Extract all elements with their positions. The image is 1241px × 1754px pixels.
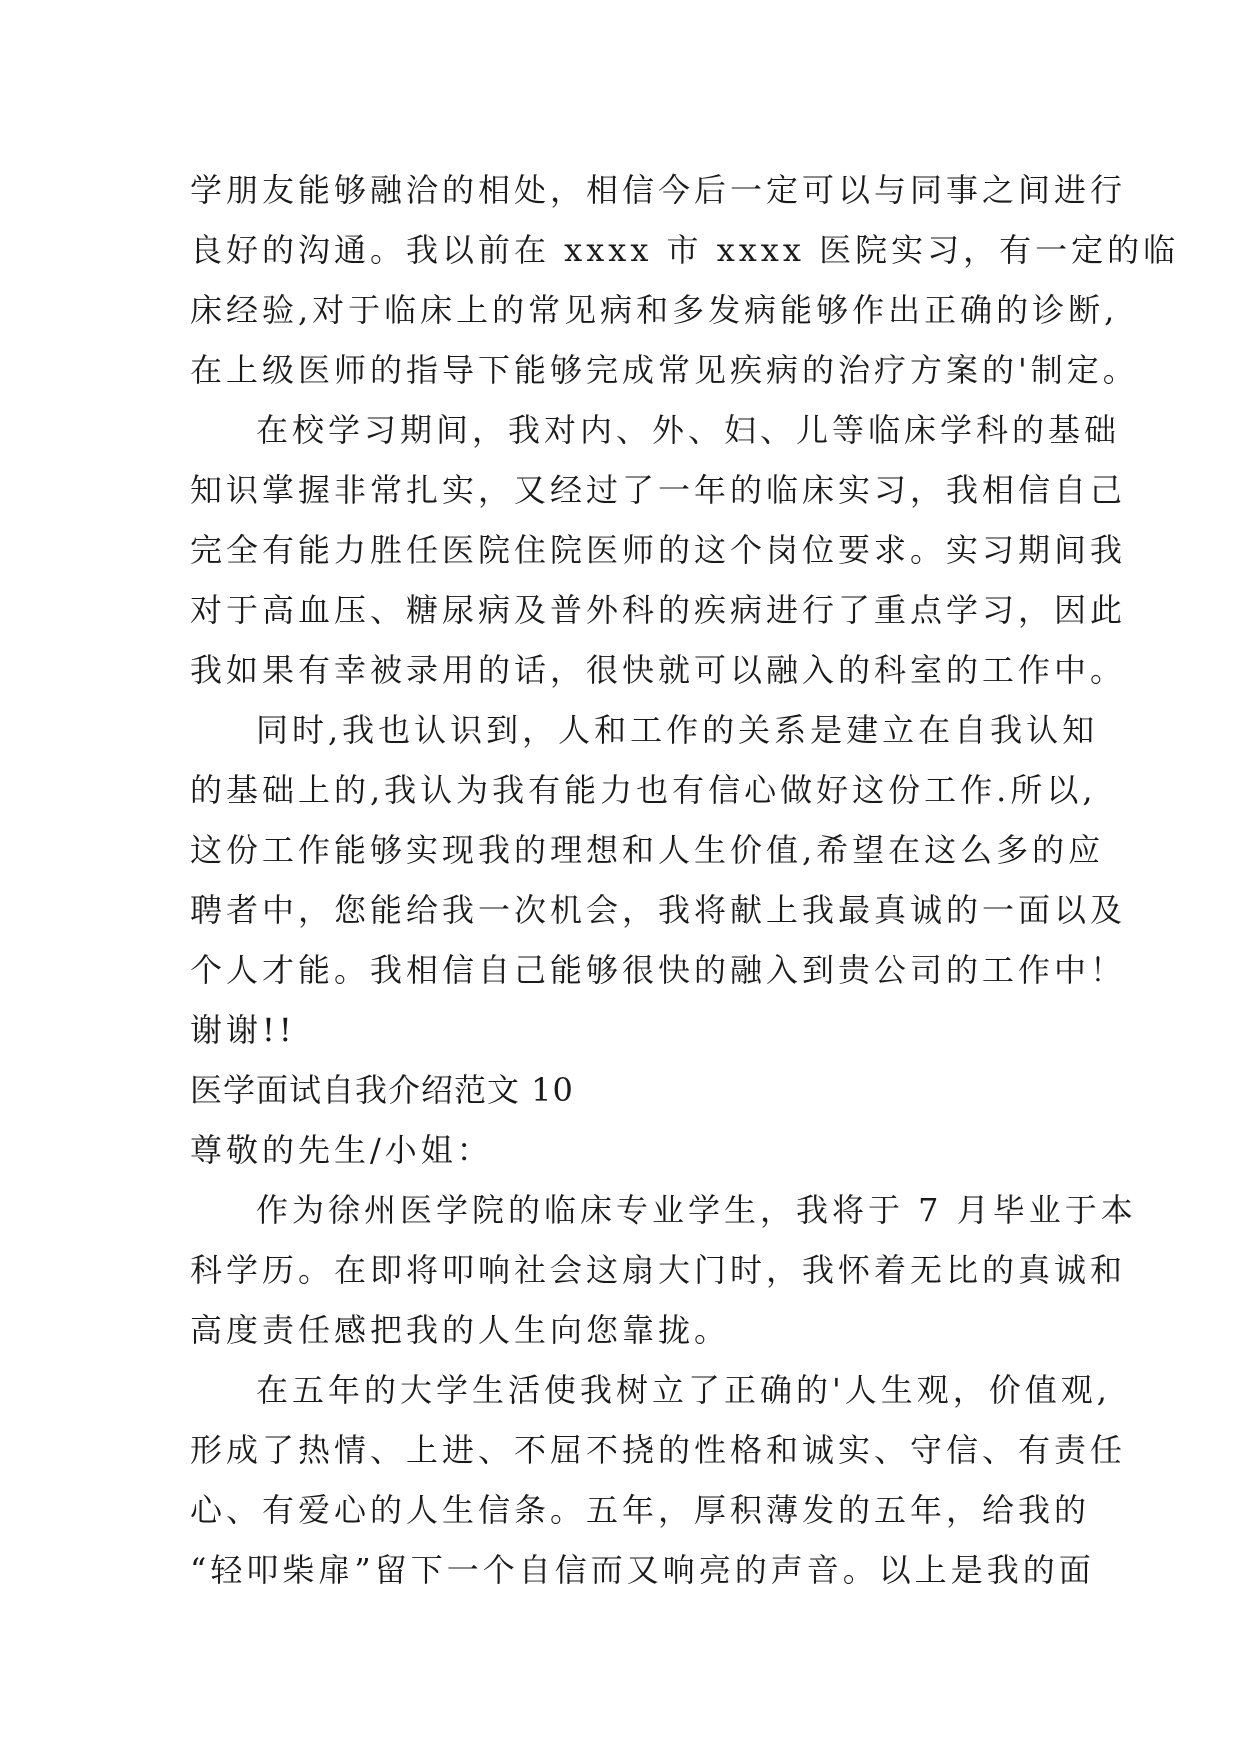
paragraph-first-line: 同时,我也认识到，人和工作的关系是建立在自我认知: [256, 711, 1099, 749]
text-line: 个人才能。我相信自己能够很快的融入到贵公司的工作中！: [190, 951, 1127, 989]
text-line: 的基础上的,我认为我有能力也有信心做好这份工作.所以,: [190, 771, 1097, 809]
text-line: 完全有能力胜任医院住院医师的这个岗位要求。实习期间我: [190, 531, 1127, 569]
text-line: 这份工作能够实现我的理想和人生价值,希望在这么多的应: [190, 831, 1105, 869]
document-body: [190, 160, 1180, 1600]
text-line: 知识掌握非常扎实，又经过了一年的临床实习，我相信自己: [190, 471, 1127, 509]
paragraph-first-line: 作为徐州医学院的临床专业学生，我将于 7 月毕业于本: [256, 1191, 1137, 1229]
text-line: 谢谢!!: [190, 1011, 296, 1049]
section-heading: 医学面试自我介绍范文 10: [190, 1071, 574, 1109]
text-line: 心、有爱心的人生信条。五年，厚积薄发的五年，给我的: [190, 1491, 1091, 1529]
text-line: 良好的沟通。我以前在 xxxx 市 xxxx 医院实习，有一定的临: [190, 231, 1180, 269]
text-line: 高度责任感把我的人生向您靠拢。: [190, 1311, 731, 1349]
text-line: 在上级医师的指导下能够完成常见疾病的治疗方案的'制定。: [190, 351, 1139, 389]
paragraph-first-line: 在五年的大学生活使我树立了正确的'人生观，价值观,: [256, 1371, 1111, 1409]
text-line: 聘者中，您能给我一次机会，我将献上我最真诚的一面以及: [190, 891, 1127, 929]
text-line: 我如果有幸被录用的话，很快就可以融入的科室的工作中。: [190, 651, 1127, 689]
text-line: “轻叩柴扉”留下一个自信而又响亮的声音。以上是我的面: [190, 1551, 1095, 1589]
text-line: 对于高血压、糖尿病及普外科的疾病进行了重点学习，因此: [190, 591, 1127, 629]
text-line: 形成了热情、上进、不屈不挠的性格和诚实、守信、有责任: [190, 1431, 1127, 1469]
text-line: 科学历。在即将叩响社会这扇大门时，我怀着无比的真诚和: [190, 1251, 1127, 1289]
text-line: 床经验,对于临床上的常见病和多发病能够作出正确的诊断,: [190, 291, 1119, 329]
text-line: 学朋友能够融洽的相处，相信今后一定可以与同事之间进行: [190, 171, 1127, 209]
paragraph-first-line: 在校学习期间，我对内、外、妇、儿等临床学科的基础: [256, 411, 1121, 449]
salutation: 尊敬的先生/小姐：: [190, 1131, 493, 1169]
